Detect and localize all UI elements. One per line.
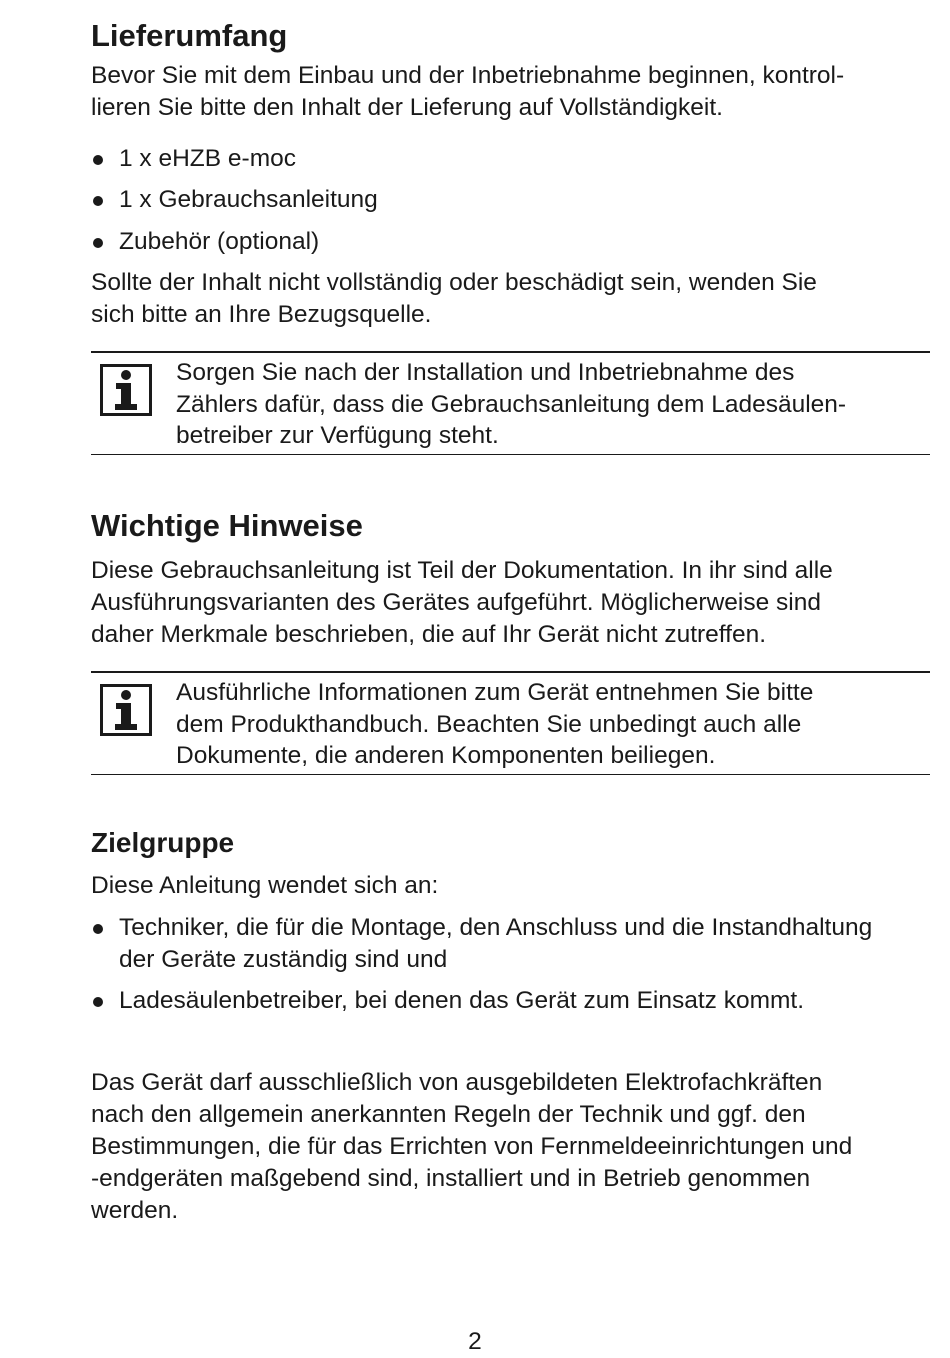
- paragraph-line3: Bestimmungen, die für das Errichten von Fernmeldeeinrichtungen und: [91, 1133, 853, 1160]
- info-note-hinweise: [91, 671, 930, 775]
- info-note-line2: dem Produkthandbuch. Beachten Sie unbedingt auch alle: [176, 710, 802, 738]
- info-note-line2: Zählers dafür, dass die Gebrauchsanleitung dem Ladesäulen-: [176, 390, 847, 418]
- list-item: Zubehör (optional): [91, 226, 936, 258]
- hinweise-text-line1: Diese Gebrauchsanleitung ist Teil der Dokumentation. In ihr sind alle: [91, 557, 833, 584]
- hinweise-text-line2: Ausführungsvarianten des Gerätes aufgeführt. Möglicherweise sind: [91, 589, 821, 616]
- list-item: 1 x Gebrauchsanleitung: [91, 184, 936, 216]
- list-item: [91, 912, 941, 976]
- list-item: 1 x eHZB e-moc: [91, 143, 936, 175]
- zielgruppe-intro: Diese Anleitung wendet sich an:: [91, 872, 439, 899]
- zielgruppe-list: [91, 912, 941, 1017]
- section-heading-zielgruppe: Zielgruppe: [91, 827, 235, 858]
- lieferumfang-outro: [91, 267, 936, 331]
- info-note-text: [176, 357, 930, 452]
- section-heading-wichtige-hinweise: Wichtige Hinweise: [91, 508, 363, 543]
- paragraph-line4: -endgeräten maßgebend sind, installiert und in Betrieb genommen: [91, 1165, 811, 1192]
- info-note-line3: betreiber zur Verfügung steht.: [176, 422, 499, 449]
- info-note-line3: Dokumente, die anderen Komponenten beiliegen.: [176, 742, 716, 769]
- lieferumfang-outro-line2: sich bitte an Ihre Bezugsquelle.: [91, 301, 432, 328]
- section-heading-lieferumfang: Lieferumfang: [91, 18, 288, 53]
- list-item-line1: Techniker, die für die Montage, den Anschluss und die Instandhaltung: [119, 914, 873, 941]
- page-number: 2: [468, 1328, 482, 1355]
- paragraph-line2: nach den allgemein anerkannten Regeln der Technik und ggf. den: [91, 1101, 806, 1128]
- info-note-line1: Ausführliche Informationen zum Gerät entnehmen Sie bitte: [176, 679, 814, 706]
- lieferumfang-outro-line1: Sollte der Inhalt nicht vollständig oder beschädigt sein, wenden Sie: [91, 269, 817, 296]
- hinweise-text-line3: daher Merkmale beschrieben, die auf Ihr Gerät nicht zutreffen.: [91, 621, 767, 648]
- zielgruppe-paragraph: [91, 1067, 941, 1227]
- info-icon: [100, 364, 152, 416]
- info-note-lieferumfang: [91, 351, 930, 455]
- lieferumfang-intro-line1: Bevor Sie mit dem Einbau und der Inbetriebnahme beginnen, kontrol-: [91, 62, 845, 89]
- info-note-line1: Sorgen Sie nach der Installation und Inbetriebnahme des: [176, 359, 795, 386]
- list-item-line2: der Geräte zuständig sind und: [119, 946, 448, 973]
- info-icon: [100, 684, 152, 736]
- list-item: Ladesäulenbetreiber, bei denen das Gerät zum Einsatz kommt.: [91, 985, 941, 1017]
- lieferumfang-intro: [91, 60, 936, 124]
- paragraph-line1: Das Gerät darf ausschließlich von ausgebildeten Elektrofachkräften: [91, 1069, 823, 1096]
- lieferumfang-intro-line2: lieren Sie bitte den Inhalt der Lieferung auf Vollständigkeit.: [91, 94, 723, 121]
- paragraph-line5: werden.: [91, 1197, 179, 1224]
- lieferumfang-list: [91, 143, 936, 258]
- hinweise-text: [91, 555, 936, 651]
- info-note-text: [176, 677, 930, 772]
